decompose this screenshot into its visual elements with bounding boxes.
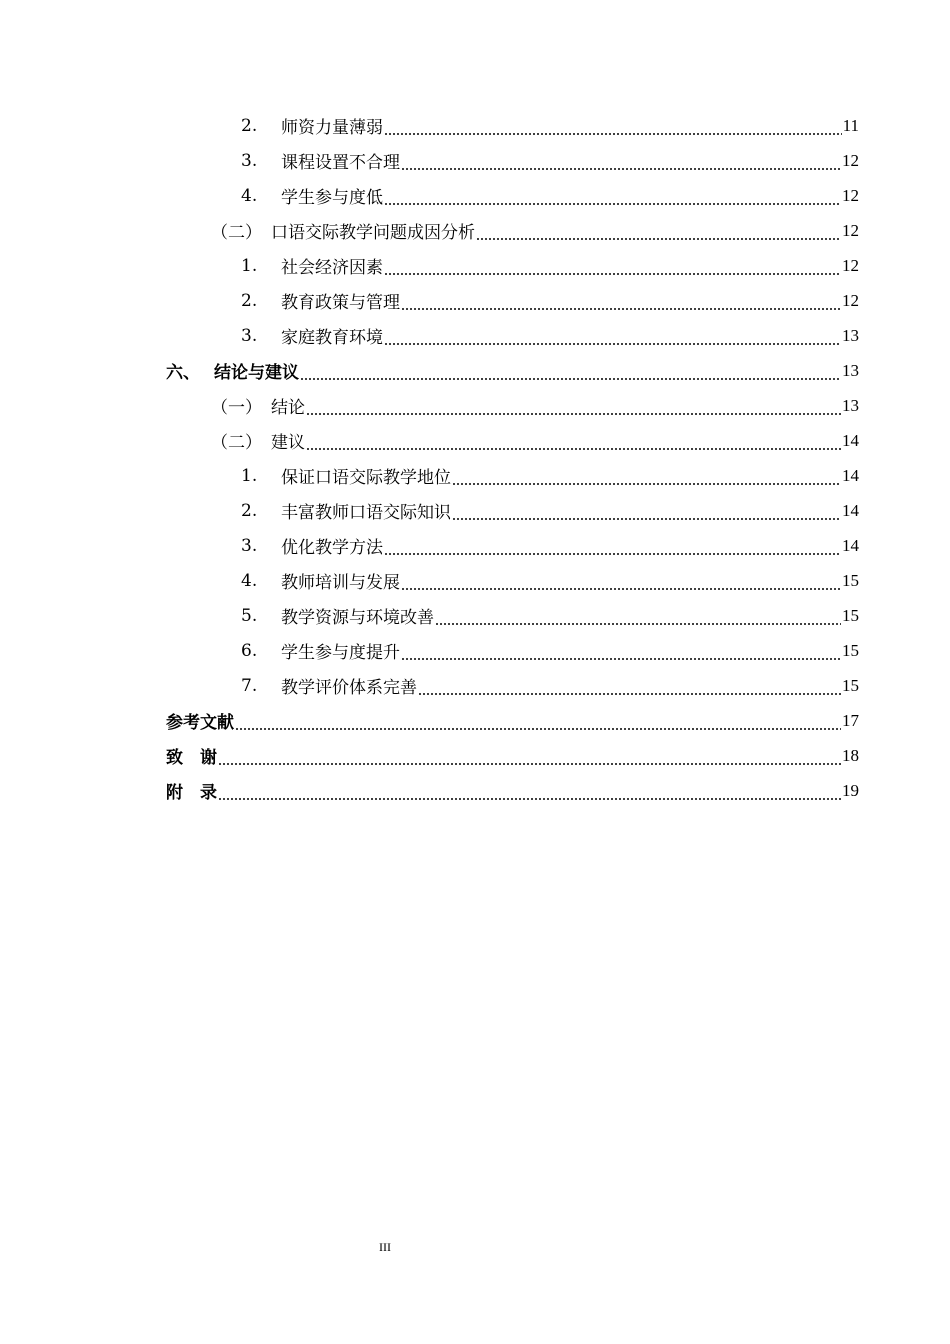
dot-leader	[384, 203, 841, 205]
dot-leader	[452, 483, 841, 485]
toc-entry-number: 3.	[241, 150, 258, 171]
toc-entry-page-number: 15	[842, 605, 859, 625]
toc-entry[interactable]	[0, 353, 950, 388]
toc-entry[interactable]	[0, 178, 950, 213]
toc-entry-page-number: 14	[842, 535, 859, 555]
toc-entry-page-number: 12	[842, 185, 859, 205]
toc-entry-title: 师资力量薄弱	[281, 118, 383, 138]
toc-entry-title: 致 谢	[166, 748, 217, 768]
toc-entry-title: 家庭教育环境	[281, 328, 383, 348]
toc-entry-title: 学生参与度提升	[281, 643, 400, 663]
toc-entry-number: 6.	[241, 640, 258, 661]
toc-entry[interactable]	[0, 738, 950, 773]
toc-entry[interactable]	[0, 248, 950, 283]
toc-entry[interactable]	[0, 633, 950, 668]
toc-entry-title: 保证口语交际教学地位	[281, 468, 451, 488]
dot-leader	[300, 378, 841, 380]
toc-entry-page-number: 12	[842, 290, 859, 310]
toc-entry-number: （一）	[211, 398, 262, 418]
toc-entry-page-number: 15	[842, 570, 859, 590]
toc-entry-page-number: 13	[842, 395, 859, 415]
toc-entry-title: 结论与建议	[214, 363, 299, 383]
toc-entry-page-number: 15	[842, 675, 859, 695]
toc-entry-number: 3.	[241, 535, 258, 556]
toc-entry-number: 7.	[241, 675, 258, 696]
toc-entry-page-number: 12	[842, 150, 859, 170]
toc-entry-title: 优化教学方法	[281, 538, 383, 558]
dot-leader	[384, 133, 842, 135]
toc-entry-number: 1.	[241, 255, 258, 276]
toc-entry-title: 附 录	[166, 783, 217, 803]
toc-entry-title: 教学评价体系完善	[281, 678, 417, 698]
dot-leader	[306, 413, 841, 415]
dot-leader	[218, 763, 841, 765]
toc-entry[interactable]	[0, 598, 950, 633]
toc-entry[interactable]	[0, 458, 950, 493]
toc-entry-title: 教育政策与管理	[281, 293, 400, 313]
toc-entry-page-number: 12	[842, 255, 859, 275]
toc-entry-page-number: 14	[842, 430, 859, 450]
dot-leader	[235, 728, 841, 730]
toc-entry-number: 六、	[166, 363, 200, 383]
toc-entry[interactable]	[0, 528, 950, 563]
toc-entry-number: （二）	[211, 433, 262, 453]
dot-leader	[306, 448, 841, 450]
toc-entry-page-number: 14	[842, 500, 859, 520]
toc-entry[interactable]	[0, 563, 950, 598]
toc-entry-page-number: 19	[842, 780, 859, 800]
toc-entry-page-number: 14	[842, 465, 859, 485]
toc-entry-number: 2.	[241, 290, 258, 311]
toc-entry[interactable]	[0, 668, 950, 703]
toc-entry-page-number: 18	[842, 745, 859, 765]
toc-entry-title: 学生参与度低	[281, 188, 383, 208]
toc-entry-number: （二）	[211, 223, 262, 243]
table-of-contents	[0, 108, 950, 808]
toc-entry-title: 课程设置不合理	[281, 153, 400, 173]
toc-entry-title: 教师培训与发展	[281, 573, 400, 593]
toc-entry-number: 2.	[241, 500, 258, 521]
toc-entry[interactable]	[0, 493, 950, 528]
toc-entry[interactable]	[0, 283, 950, 318]
page-number-footer: III	[379, 1240, 391, 1254]
dot-leader	[401, 588, 841, 590]
toc-entry-title: 结论	[271, 398, 305, 418]
toc-entry-page-number: 11	[842, 115, 859, 135]
toc-entry-page-number: 12	[842, 220, 859, 240]
toc-entry-page-number: 13	[842, 325, 859, 345]
toc-entry[interactable]	[0, 143, 950, 178]
toc-entry[interactable]	[0, 388, 950, 423]
toc-entry-number: 1.	[241, 465, 258, 486]
toc-entry-number: 5.	[241, 605, 258, 626]
dot-leader	[418, 693, 841, 695]
dot-leader	[218, 798, 841, 800]
toc-entry-title: 教学资源与环境改善	[281, 608, 434, 628]
dot-leader	[384, 273, 841, 275]
dot-leader	[452, 518, 841, 520]
toc-entry-title: 口语交际教学问题成因分析	[271, 223, 475, 243]
dot-leader	[384, 343, 841, 345]
toc-entry[interactable]	[0, 423, 950, 458]
dot-leader	[401, 168, 841, 170]
toc-entry[interactable]	[0, 703, 950, 738]
dot-leader	[476, 238, 841, 240]
toc-entry[interactable]	[0, 108, 950, 143]
dot-leader	[435, 623, 841, 625]
toc-entry-number: 4.	[241, 185, 258, 206]
toc-entry[interactable]	[0, 318, 950, 353]
toc-entry-title: 社会经济因素	[281, 258, 383, 278]
toc-entry-number: 2.	[241, 115, 258, 136]
toc-entry-page-number: 13	[842, 360, 859, 380]
toc-entry-page-number: 15	[842, 640, 859, 660]
toc-entry-title: 丰富教师口语交际知识	[281, 503, 451, 523]
toc-entry[interactable]	[0, 773, 950, 808]
toc-entry-page-number: 17	[842, 710, 859, 730]
toc-entry-title: 参考文献	[166, 713, 234, 733]
toc-entry-number: 3.	[241, 325, 258, 346]
dot-leader	[401, 308, 841, 310]
toc-entry[interactable]	[0, 213, 950, 248]
dot-leader	[384, 553, 841, 555]
toc-entry-title: 建议	[271, 433, 305, 453]
dot-leader	[401, 658, 841, 660]
toc-entry-number: 4.	[241, 570, 258, 591]
